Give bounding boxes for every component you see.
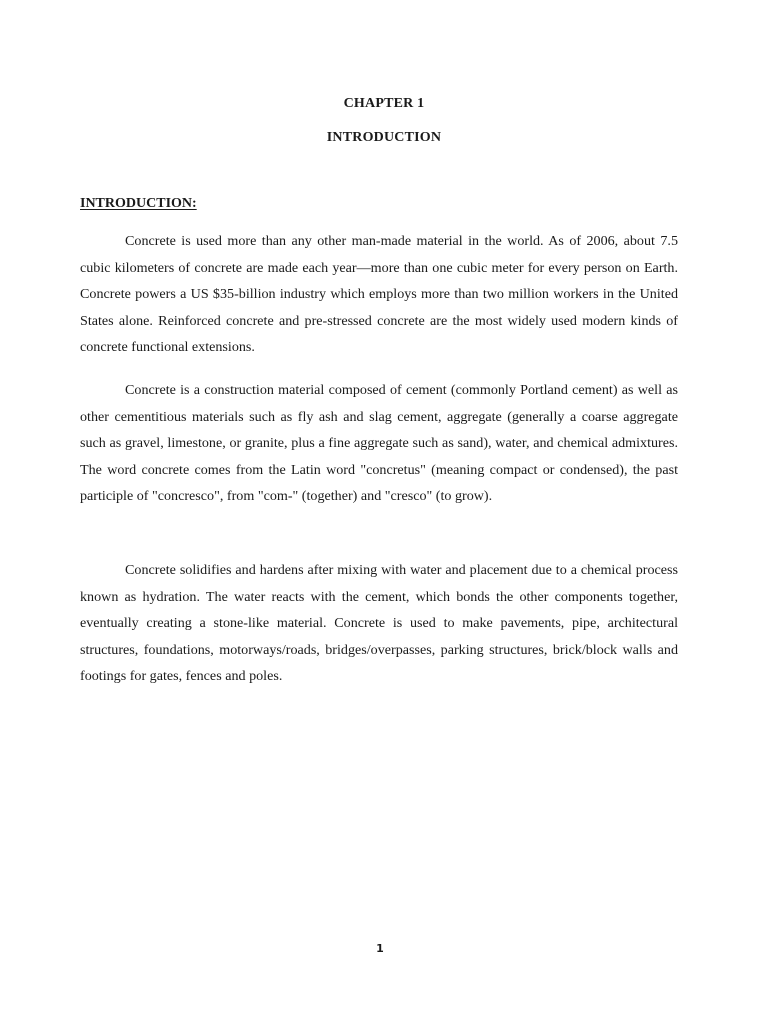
paragraph-1: Concrete is used more than any other man-made material in the world. As of 2006, about 7.5 cubic kilometers of concrete are made each year—more than one cubic meter for every person on Earth. Concrete powers a US $35-billion industry which employs more than two million workers in the United States alone. Reinforced concrete and pre-stressed concrete are the most widely used modern kinds of concrete functional extensions. <box>80 233 678 356</box>
chapter-label: CHAPTER 1 <box>343 96 425 111</box>
page-number: 1 <box>376 942 384 955</box>
section-heading: INTRODUCTION: <box>80 196 197 211</box>
page-title: INTRODUCTION <box>326 130 442 145</box>
paragraph-3: Concrete solidifies and hardens after mixing with water and placement due to a chemical process known as hydration. The water reacts with the cement, which bonds the other components together, eventually creating a stone-like material. Concrete is used to make pavements, pipe, architectural structures, foundations, motorways/roads, bridges/overpasses, parking structures, brick/block walls and footings for gates, fences and poles. <box>80 562 678 685</box>
paragraph-2: Concrete is a construction material composed of cement (commonly Portland cement) as well as other cementitious materials such as fly ash and slag cement, aggregate (generally a coarse aggregate such as gravel, limestone, or granite, plus a fine aggregate such as sand), water, and chemical admixtures. The word concrete comes from the Latin word "concretus" (meaning compact or condensed), the past participle of "concresco", from "com-" (together) and "cresco" (to grow). <box>80 382 678 505</box>
